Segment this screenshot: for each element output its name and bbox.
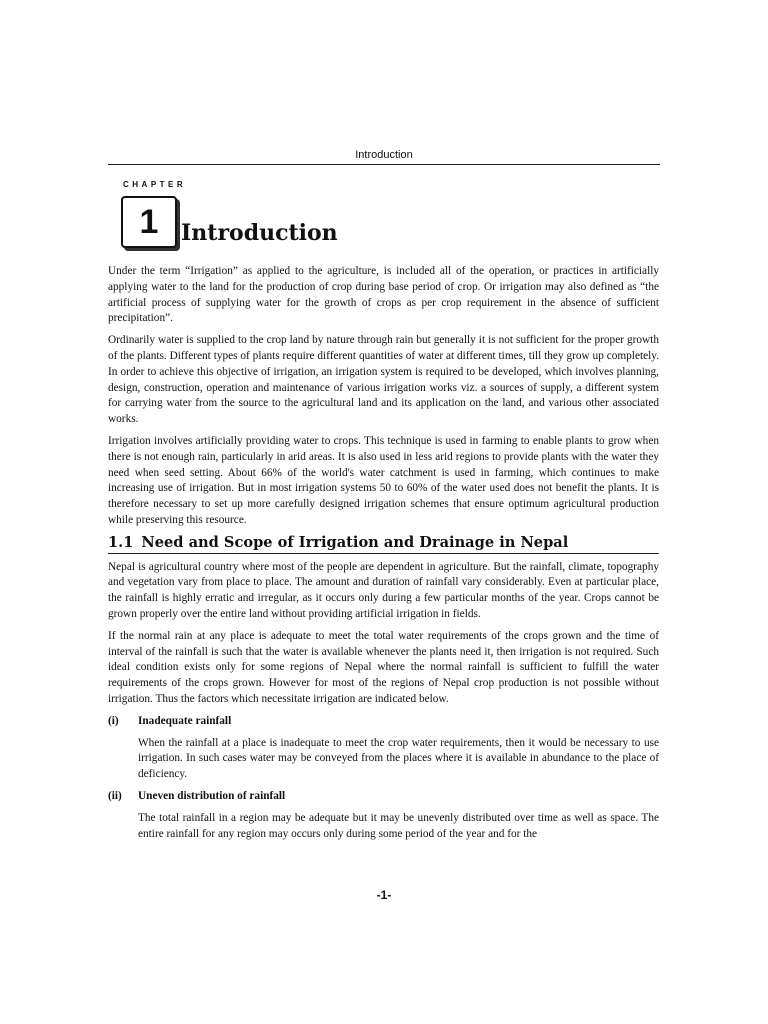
running-head: Introduction <box>355 149 413 161</box>
paragraph: Under the term “Irrigation” as applied to the agriculture, is included all of the operation, or practices in artificially applying water to the land for the production of crop during base period of crop. Or irrigation may also defined as “the artificial process of supplying water for the growth of crops as per crop requirement in the absence of sufficient precipitation”. <box>108 265 659 325</box>
factor-text: When the rainfall at a place is inadequate to meet the crop water requirements, then it would be necessary to use irrigation. In such cases water may be conveyed from the places where it is available in abundance to the place of deficiency. <box>138 736 659 781</box>
chapter-number: 1 <box>139 202 159 241</box>
header-rule <box>108 164 660 165</box>
factor-numeral: (ii) <box>108 789 122 802</box>
factor-title: Uneven distribution of rainfall <box>138 789 286 802</box>
page-number: -1- <box>376 888 392 902</box>
body-text <box>108 264 659 848</box>
section-title: Need and Scope of Irrigation and Drainage in Nepal <box>141 533 569 551</box>
chapter-title: Introduction <box>181 220 338 246</box>
factor-numeral: (i) <box>108 714 119 727</box>
chapter-number-box <box>121 196 177 248</box>
paragraph: Nepal is agricultural country where most of the people are dependent in agriculture. But the rainfall, climate, topography and vegetation vary from place to place. The amount and duration of rainfall vary considerably. Even at particular place, the rainfall is highly erratic and irregular, as it occurs only during a few particular months of the year. Crops cannot be grown properly over the entire land without providing artificial irrigation in fields. <box>108 560 659 620</box>
paragraph: Ordinarily water is supplied to the crop land by nature through rain but generally it is not sufficient for the proper growth of the plants. Different types of plants require different quantities of water at different times, till they grow up completely. In order to achieve this objective of irrigation, an irrigation system is required to be developed, which involves planning, design, construction, operation and maintenance of various irrigation works viz. a sources of supply, a different system for carrying water from the source to the agricultural land and its application on the land, and various other associated works. <box>108 334 659 426</box>
factor-text: The total rainfall in a region may be adequate but it may be unevenly distributed over time as well as space. The entire rainfall for any region may occurs only during some period of the year and for the <box>138 811 659 840</box>
factor-heading <box>108 789 659 805</box>
chapter-label: CHAPTER <box>123 180 187 189</box>
paragraph: Irrigation involves artificially providing water to crops. This technique is used in farming to enable plants to grow when there is not enough rain, particularly in arid areas. It is also used in less arid regions to provide plants with the water they need when seed setting. About 66% of the world's water catchment is used in farming, which continues to make increasing use of irrigation. But in most irrigation systems 50 to 60% of the water used does not benefit the plants. It is therefore necessary to set up more carefully designed irrigation schemes that ensure optimum agricultural production while preserving this resource. <box>108 434 659 526</box>
section-number: 1.1 <box>108 533 134 551</box>
paragraph: If the normal rain at any place is adequate to meet the total water requirements of the crops grown and the time of interval of the rainfall is such that the water is available whenever the plants need it, then irrigation is not required. Such ideal condition exists only for some regions of Nepal where the normal rainfall is sufficient to fulfill the water requirements of the crops grown. However for most of the regions of Nepal crop production is not possible without irrigation. Thus the factors which necessitate irrigation are indicated below. <box>108 629 659 705</box>
section-heading <box>108 535 659 554</box>
factor-title: Inadequate rainfall <box>138 714 232 727</box>
factor-heading <box>108 714 659 730</box>
